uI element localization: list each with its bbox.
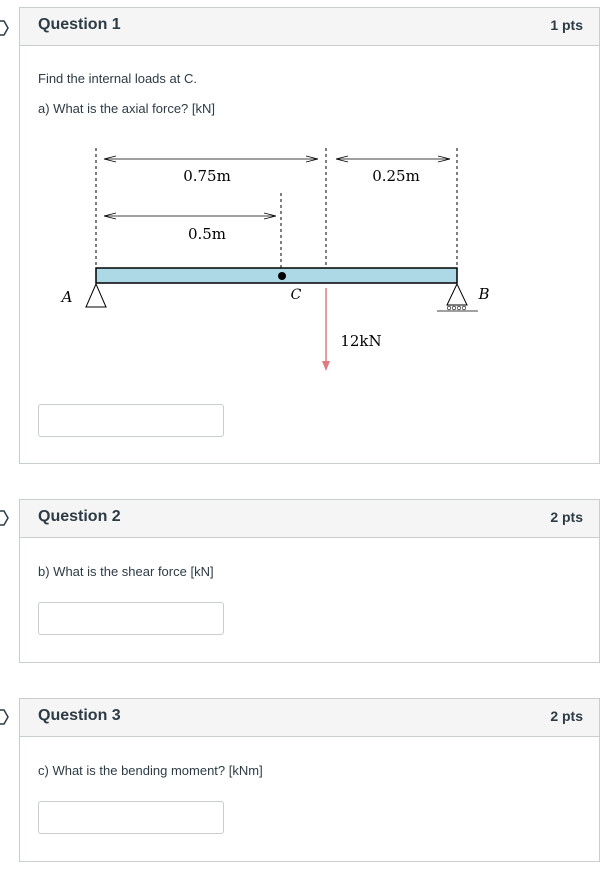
question-points: 2 pts: [550, 708, 583, 724]
answer-input[interactable]: [38, 602, 224, 635]
answer-input[interactable]: [38, 801, 224, 834]
question-prompt: b) What is the shear force [kN]: [38, 564, 214, 579]
load-arrow-head-icon: [322, 361, 330, 371]
beam-diagram: [0, 0, 610, 420]
label-b: B: [478, 285, 490, 303]
question-3-card: [19, 698, 600, 862]
question-title: Question 3: [38, 707, 121, 724]
question-title: Question 2: [38, 508, 121, 525]
question-title: Question 1: [38, 16, 121, 33]
flag-icon[interactable]: [0, 709, 10, 725]
question-prompt: a) What is the axial force? [kN]: [38, 101, 216, 116]
roller-support-icon: [447, 284, 467, 305]
question-3-header: [20, 699, 599, 737]
label-a: A: [61, 288, 73, 306]
question-2-header: [20, 500, 599, 538]
question-text: Find the internal loads at C.: [38, 71, 197, 86]
flag-icon[interactable]: [0, 510, 10, 526]
load-label: 12kN: [340, 332, 382, 350]
dimension-label-0-5: 0.5m: [187, 225, 227, 243]
label-c: C: [290, 287, 302, 303]
question-points: 1 pts: [550, 17, 583, 33]
pin-support-icon: [86, 284, 106, 307]
question-prompt: c) What is the bending moment? [kNm]: [38, 763, 263, 778]
beam: [96, 268, 457, 283]
question-2-card: [19, 499, 600, 663]
dimension-label-0-25: 0.25m: [372, 167, 420, 185]
question-points: 2 pts: [550, 509, 583, 525]
dimension-label-0-75: 0.75m: [183, 167, 231, 185]
point-c: [278, 272, 286, 280]
